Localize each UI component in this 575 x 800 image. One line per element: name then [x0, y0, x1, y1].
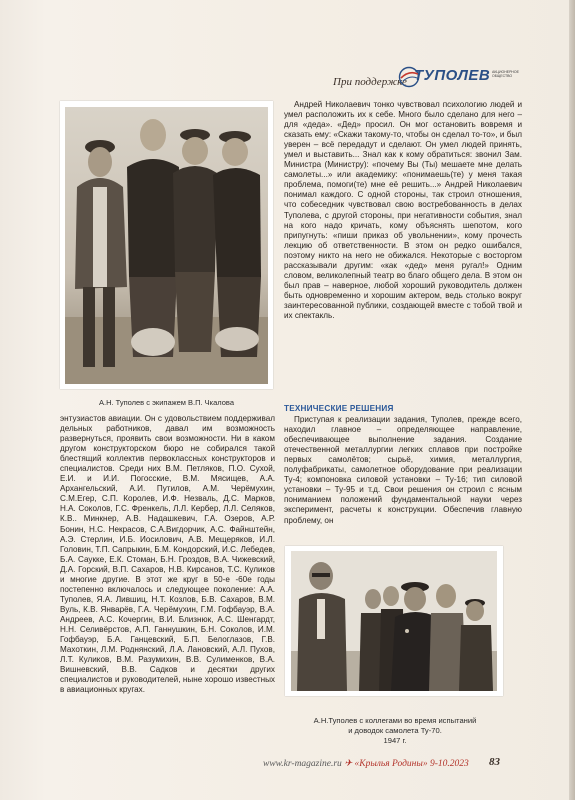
- photo2-caption-line2: и доводок самолета Ту-70.: [348, 726, 442, 735]
- photo-chkalov-crew: [60, 101, 273, 389]
- logo-subtitle: АКЦИОНЕРНОЕ ОБЩЕСТВО: [492, 70, 519, 78]
- photo-chkalov-crew-image: [65, 107, 268, 384]
- photo2-caption-line3: 1947 г.: [383, 736, 407, 745]
- technical-section: [284, 404, 522, 526]
- photo2-caption: [290, 716, 500, 746]
- section-title: При поддержке: [333, 76, 407, 88]
- technical-text: Приступая к реализации задания, Туполев, прежде всего, находил главное – определяющее направление, обеспечивающее выполнение задания. Создание отечественной металлургии легких сплавов при постройке первых самолётов; сырьё, химия, металлургия, полуфабрикаты, самолетное оборудование при реализации Ту-4; компоновка силовой установки – Ту-16; тип силовой установки – Ту-95 и т.д. Свои решения он строил с ясным пониманием положений фундаментальной науки через эксперимент, расчеты к конструкции. Обеспечив главную проблему, он: [284, 415, 522, 525]
- article-text-left: энтузиастов авиации. Он с удовольствием поддерживал дельных работников, давал им возможность развернуться, проявить свои возможности. Ни в каком другом конструкторском бюро не собирался такой блестящий коллектив первоклассных конструкторов и специалистов. Среди них В.М. Петляков, П.О. Сухой, Е.И. и И.И. Погосские, В.М. Мясищев, А.А. Архангельский, А.И. Путилов, А.М. Черёмухин, С.М.Егер, С.П. Королев, И.Ф. Незваль, Д.С. Марков, Н.А. Соколов, Г.С. Френкель, Л.Л. Кербер, Л.Л. Селяков, К.В.. Минкнер, А.В. Надашкевич, Г.А. Озеров, А.Р. Бонин, Н.С. Некрасов, С.А.Вигдорчик, А.С. Файнштейн, А.Э. Стерлин, И.Б. Иосилович, А.В. Мещеряков, И.Л. Головин, Т.П. Сапрыкин, Б.М. Кондорский, И.С. Лебедев, Б.А. Саукке, Е.К. Стоман, Б.Н. Гроздов, В.А. Чижевский, Д.А. Горский, В.П. Сахаров, Н.В. Кирсанов, Т.С. Куликов и многие другие. В этот же круг в 50-е -60е годы постепенно включалось и следующее поколение: А.А. Туполев, Я.А. Лившиц, Н.Т. Козлов, Б.В. Сахаров, В.М. Вуль, К.В. Январёв, Г.А. Черёмухин, Г.М. Гофбауэр, В.А. Андреев, А.С. Кочергин, В.И. Близнюк, А.С. Шенгардт, Н.Н. Селивёрстов, А.П. Ганнушкин, Б.Н. Соколов, И.М. Гофбауэр, Б.А. Ганцевский, Б.П. Белоглазов, Г.В. Махоткин, Л.М. Роднянский, Л.А. Лановский, А.Л. Пухов, Л.Т. Куликов, В.М. Разумихин, В.В. Сулименков, В.А. Вишневский, В.В. Садков и десятки других специалистов и руководителей, ныне хорошо известных в авиационных кругах.: [60, 414, 275, 695]
- scan-edge: [569, 0, 575, 800]
- page-number: 83: [489, 756, 500, 768]
- photo-tu70-colleagues-image: [291, 551, 497, 691]
- footer-magazine: «Крылья Родины» 9-10.2023: [354, 759, 469, 769]
- footer-separator-icon: ✈: [344, 759, 355, 769]
- footer-url[interactable]: www.kr-magazine.ru: [263, 759, 342, 769]
- footer: [263, 758, 469, 769]
- tupolev-logo: [398, 66, 518, 90]
- article-text-right-top: Андрей Николаевич тонко чувствовал психологию людей и умел расположить их к себе. Много было сделано для него – для «деда». «Дед» просил. Он мог остановить вовремя и сказать ему: «Скажи такому-то, чтобы он сделал то-то», и был уверен – всё передадут и сделают. Он умел людей принять, умел и выставить... Знал как к кому обратиться: звонил Зам. Министра (Министру): «почему Вы (Ты) мешаете мне делать самолеты...» или академику: «понимаешь(те) у меня такая проблема, помоги(те) мне её решить...» Андрей Николаевич понимал каждого. С одной стороны, так строил отношения, что собеседник чувствовал свою востребованность в делах Туполева, с другой стороны, при негативности события, знал на кого надо кричать, кому объяснять шепотом, кого припугнуть: «пиши приказ об увольнении», кому прочесть лекцию об ответственности. В этом он редко ошибался, поэтому никто на него не обижался. Некоторые с восторгом рассказывали другим: «как «дед» меня ругал!» Одним словом, великолепный театр во благо общего дела. В этом он был прав – наверное, любой хороший руководитель должен быть одновременно и хорошим актером, ведь столько вокруг заинтересованной публики, создающей вместе с тобой твой и их спектакль.: [284, 100, 522, 320]
- logo-text: ТУПОЛЕВ: [414, 67, 491, 84]
- photo1-caption: А.Н. Туполев с экипажем В.П. Чкалова: [98, 398, 235, 407]
- photo2-caption-line1: А.Н.Туполев с коллегами во время испытаний: [313, 716, 477, 725]
- photo-tu70-colleagues: [285, 546, 503, 696]
- technical-heading: ТЕХНИЧЕСКИЕ РЕШЕНИЯ: [284, 404, 394, 413]
